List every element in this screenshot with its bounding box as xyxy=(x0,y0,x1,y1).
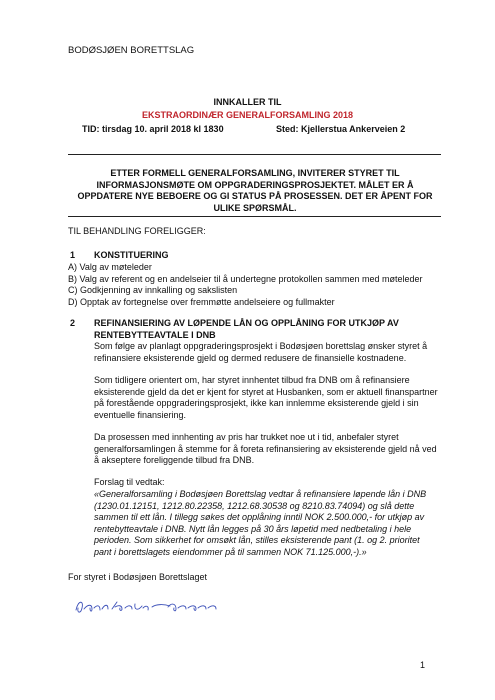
organization-name: BODØSJØEN BORETTSLAG xyxy=(68,45,195,56)
agenda-lead: TIL BEHANDLING FORELIGGER: xyxy=(68,226,206,236)
title-line-2: EKSTRAORDINÆR GENERALFORSAMLING 2018 xyxy=(141,110,354,120)
title-line-1: INNKALLER TIL xyxy=(213,97,282,107)
proposal-label: Forslag til vedtak: xyxy=(94,477,165,487)
divider-top xyxy=(68,154,441,155)
section-1-number: 1 xyxy=(70,250,76,260)
list-item: B) Valg av referent og en andelseier til å undertegne protokollen sammen med møteleder xyxy=(68,273,423,284)
signoff: For styret i Bodøsjøen Borettslaget xyxy=(68,572,208,582)
signature-icon xyxy=(72,596,222,623)
section-2-heading-line-1: REFINANSIERING AV LØPENDE LÅN OG OPPLÅNING FOR UTKJØP AV xyxy=(94,318,399,328)
section-2-paragraph-2: Som tidligere orientert om, har styret innhentet tilbud fra DNB om å refinansiere eksisterende gjeld da det er kjent for styret at Husbanken, som er aktuell finanspartner på forestående oppgraderingsprosjekt, ikke kan innlemme eksisterende gjeld i sin eventuelle finansiering. xyxy=(94,375,438,420)
page-number: 1 xyxy=(420,660,426,670)
meeting-time: TID: tirsdag 10. april 2018 kl 1830 xyxy=(82,124,224,134)
proposal-text: «Generalforsamling i Bodøsjøen Borettslag vedtar å refinansiere løpende lån i DNB (1230.01.12151, 1212.80.22358, 1212.68.30538 og 8210.83.74094) og slå dette sammen til ett lån. I tillegg søkes det opplåning inntil NOK 2.500.000,- for utkjøp av rentebytteavtale i DNB. Nytt lån legges på 30 års løpetid med nedbetaling i hele perioden. Som sikkerhet for omsøkt lån, stilles eksisterende pant (1. og 2. prioritet pant i borettslagets eiendommer på til sammen NOK 71.125.000,-).» xyxy=(94,489,427,557)
section-2-heading xyxy=(94,318,444,341)
divider-bottom xyxy=(68,216,441,217)
intro-text: ETTER FORMELL GENERALFORSAMLING, INVITERER STYRET TIL INFORMASJONSMØTE OM OPPGRADERINGSPROSJEKTET. MÅLET ER Å OPPDATERE NYE BEBOERE OG GI STATUS PÅ PROSESSEN. DET ER ÅPENT FOR ULIKE SPØRSMÅL. xyxy=(77,168,433,213)
section-2-number: 2 xyxy=(70,318,76,328)
section-1-heading: KONSTITUERING xyxy=(94,250,169,260)
list-item: D) Opptak av fortegnelse over fremmøtte andelseiere og fullmakter xyxy=(68,296,335,307)
section-2-paragraph-3: Da prosessen med innhenting av pris har trukket noe ut i tid, anbefaler styret generalforsamlingen å stemme for å foreta refinansiering av eksisterende gjeld nå ved å akseptere foreliggende tilbud fra DNB. xyxy=(94,432,437,466)
section-1-list xyxy=(68,262,423,308)
section-2-heading-line-2: RENTEBYTTEAVTALE I DNB xyxy=(94,329,216,340)
section-2-paragraph-1: Som følge av planlagt oppgraderingsprosjekt i Bodøsjøen borettslag ønsker styret å refinansiere eksisterende gjeld og dermed redusere de finansielle kostnadene. xyxy=(94,341,428,363)
list-item: C) Godkjenning av innkalling og sakslisten xyxy=(68,285,238,296)
meeting-place: Sted: Kjellerstua Ankerveien 2 xyxy=(276,124,406,134)
list-item: A) Valg av møteleder xyxy=(68,262,152,272)
